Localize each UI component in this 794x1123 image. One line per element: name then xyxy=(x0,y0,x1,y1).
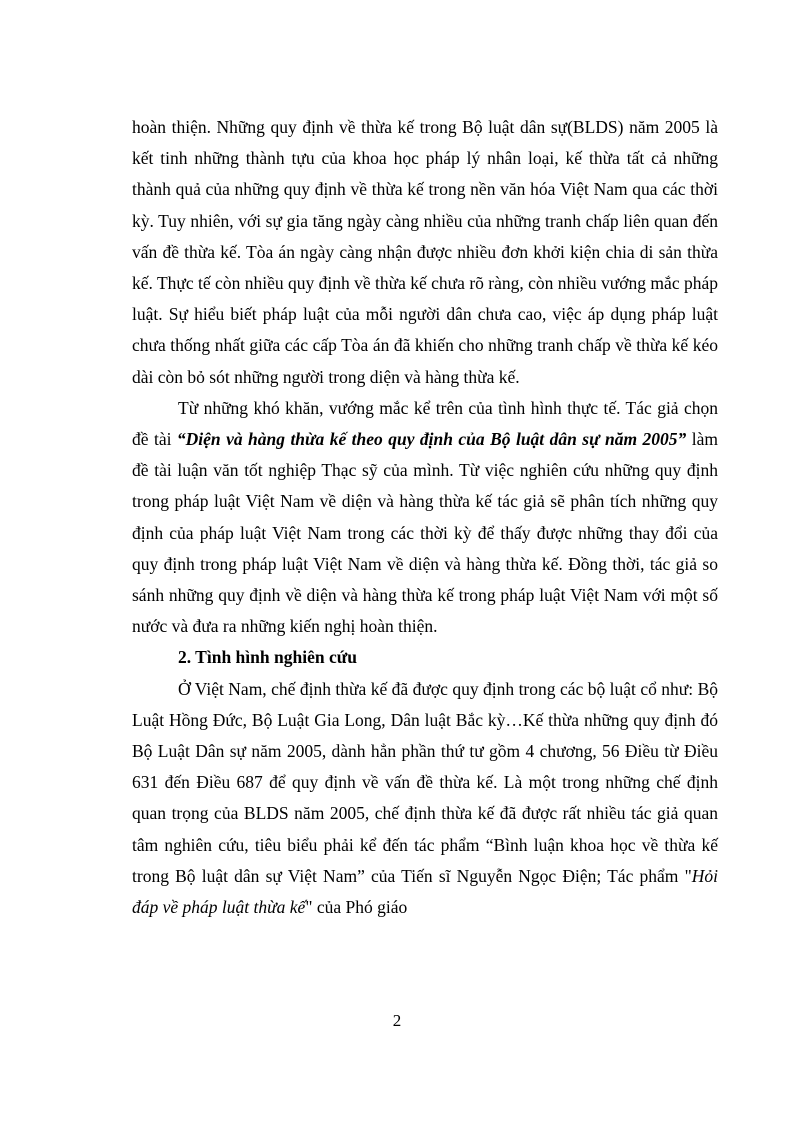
body-text xyxy=(132,112,718,923)
cited-work-title: Hỏi đáp về pháp luật thừa kế xyxy=(132,865,718,918)
thesis-title: “Diện và hàng thừa kế theo quy định của Bộ luật dân sự năm 2005” xyxy=(176,429,687,450)
page-number: 2 xyxy=(392,1011,402,1030)
paragraph-topic-choice xyxy=(132,393,718,643)
paragraph-topic-choice-rest: làm đề tài luận văn tốt nghiệp Thạc sỹ của mình. Từ việc nghiên cứu những quy định trong pháp luật Việt Nam về diện và hàng thừa kế tác giả sẽ phân tích những quy định của pháp luật Việt Nam trong các thời kỳ để thấy được những thay đổi của quy định trong pháp luật Việt Nam về diện và hàng thừa kế. Đồng thời, tác giả so sánh những quy định về diện và hàng thừa kế trong pháp luật Việt Nam với một số nước và đưa ra những kiến nghị hoàn thiện. xyxy=(132,429,718,637)
paragraph-continuation: hoàn thiện. Những quy định về thừa kế trong Bộ luật dân sự(BLDS) năm 2005 là kết tinh những thành tựu của khoa học pháp lý nhân loại, kế thừa tất cả những thành quả của những quy định về thừa kế trong nền văn hóa Việt Nam qua các thời kỳ. Tuy nhiên, với sự gia tăng ngày càng nhiều của những tranh chấp liên quan đến vấn đề thừa kế. Tòa án ngày càng nhận được nhiều đơn khởi kiện chia di sản thừa kế. Thực tế còn nhiều quy định về thừa kế chưa rõ ràng, còn nhiều vướng mắc pháp luật. Sự hiểu biết pháp luật của mỗi người dân chưa cao, việc áp dụng pháp luật chưa thống nhất giữa các cấp Tòa án đã khiến cho những tranh chấp về thừa kế kéo dài còn bỏ sót những người trong diện và hàng thừa kế. xyxy=(132,117,718,387)
paragraph-research-status xyxy=(132,674,718,924)
paragraph-research-status-lead: Ở Việt Nam, chế định thừa kế đã được quy định trong các bộ luật cổ như: Bộ Luật Hồng Đức, Bộ Luật Gia Long, Dân luật Bắc kỳ…Kế thừa những quy định đó Bộ Luật Dân sự năm 2005, dành hẳn phần thứ tư gồm 4 chương, 56 Điều từ Điều 631 đến Điều 687 để quy định về vấn đề thừa kế. Là một trong những chế định quan trọng của BLDS năm 2005, chế định thừa kế đã được rất nhiều tác giả quan tâm nghiên cứu, tiêu biểu phải kể đến tác phẩm “Bình luận khoa học về thừa kế trong Bộ luật dân sự Việt Nam” của Tiến sĩ Nguyễn Ngọc Điện; Tác phẩm " xyxy=(132,678,718,886)
paragraph-topic-choice-lead: Từ những khó khăn, vướng mắc kể trên của tình hình thực tế. Tác giả chọn đề tài xyxy=(132,397,718,450)
section-heading: 2. Tình hình nghiên cứu xyxy=(178,647,357,668)
paragraph-research-status-rest: " của Phó giáo xyxy=(305,897,408,918)
